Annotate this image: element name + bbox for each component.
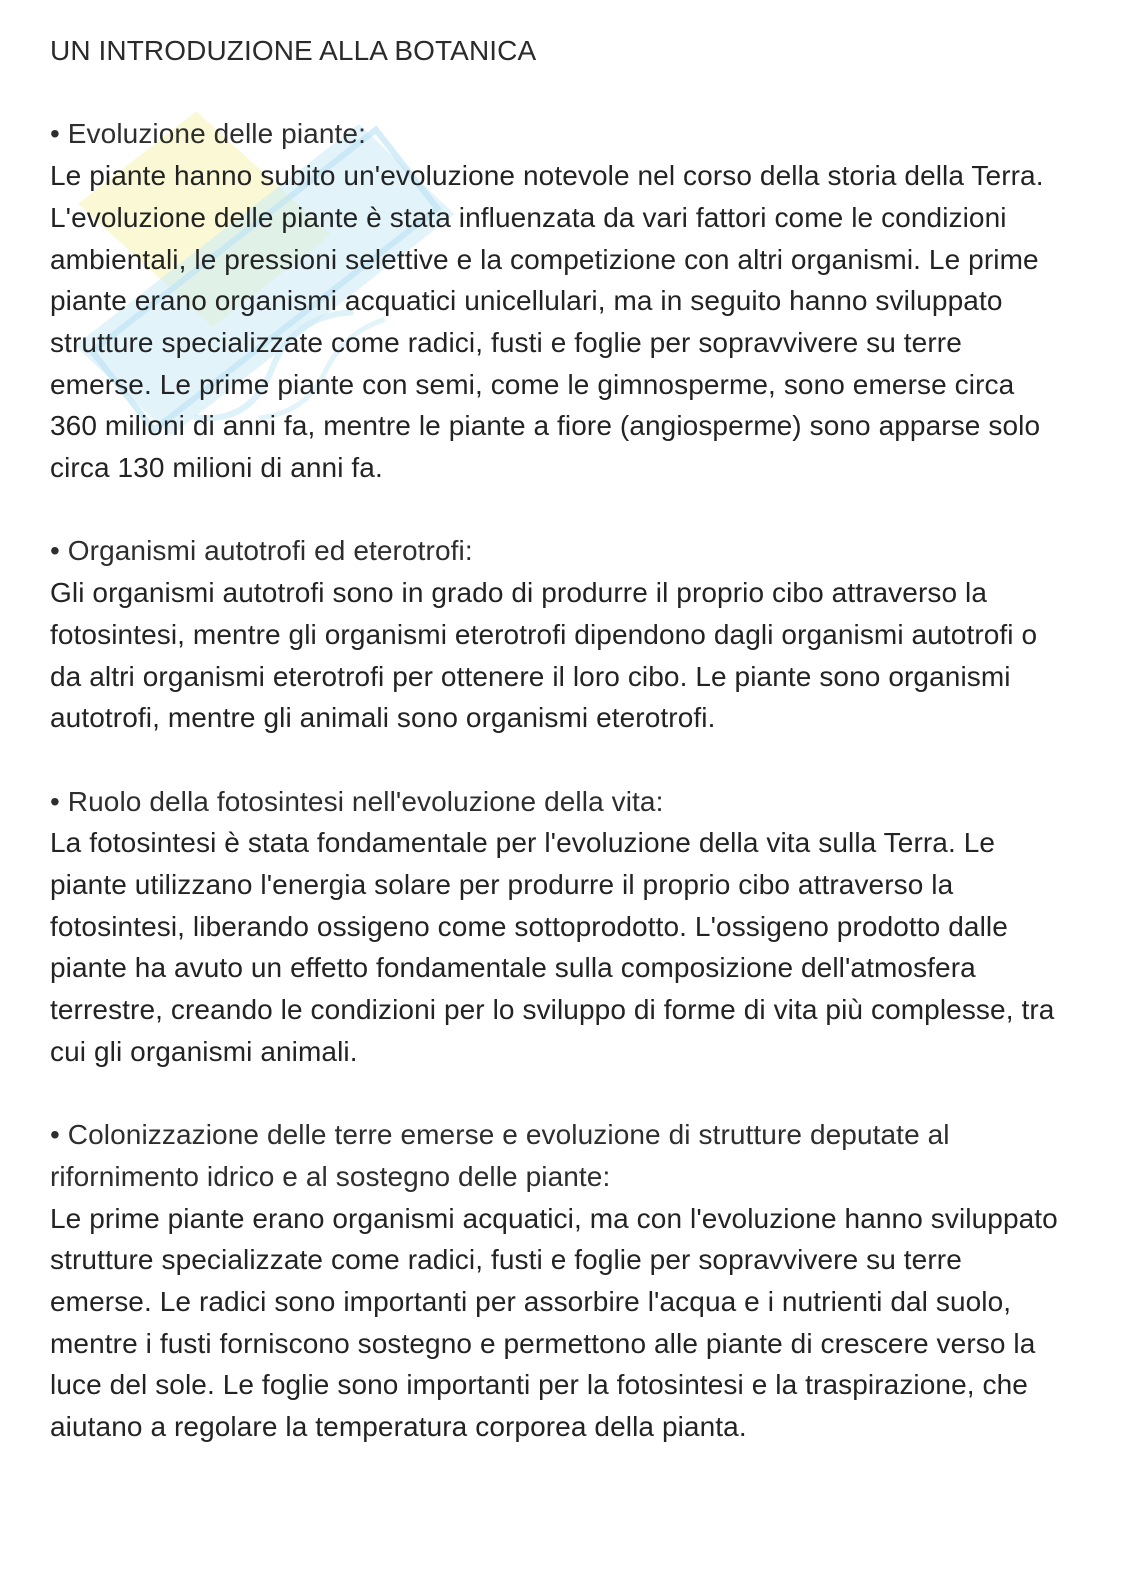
document-content — [50, 30, 1060, 1448]
section-body: Le prime piante erano organismi acquatici, ma con l'evoluzione hanno sviluppato strutture specializzate come radici, fusti e foglie per sopravvivere su terre emerse. Le radici sono importanti per assorbire l'acqua e i nutrienti dal suolo, mentre i fusti forniscono sostegno e permettono alle piante di crescere verso la luce del sole. Le foglie sono importanti per la fotosintesi e la traspirazione, che aiutano a regolare la temperatura corporea della pianta. — [50, 1202, 1058, 1443]
section-colonizzazione-terre — [50, 1114, 1060, 1448]
section-heading: • Evoluzione delle piante: — [50, 118, 366, 150]
section-body: La fotosintesi è stata fondamentale per l'evoluzione della vita sulla Terra. Le piante utilizzano l'energia solare per produrre il proprio cibo attraverso la fotosintesi, liberando ossigeno come sottoprodotto. L'ossigeno prodotto dalle piante ha avuto un effetto fondamentale sulla composizione dell'atmosfera terrestre, creando le condizioni per lo sviluppo di forme di vita più complesse, tra cui gli organismi animali. — [50, 827, 1055, 1067]
section-body: Gli organismi autotrofi sono in grado di produrre il proprio cibo attraverso la fotosintesi, mentre gli organismi eterotrofi dipendono dagli organismi autotrofi o da altri organismi eterotrofi per ottenere il loro cibo. Le piante sono organismi autotrofi, mentre gli animali sono organismi eterotrofi. — [50, 577, 1038, 734]
section-autotrofi-eterotrofi — [50, 530, 1060, 739]
section-heading: • Organismi autotrofi ed eterotrofi: — [50, 535, 473, 567]
section-body: Le piante hanno subito un'evoluzione notevole nel corso della storia della Terra. L'evoluzione delle piante è stata influenzata da vari fattori come le condizioni ambientali, le pressioni selettive e la competizione con altri organismi. Le prime piante erano organismi acquatici unicellulari, ma in seguito hanno sviluppato strutture specializzate come radici, fusti e foglie per sopravvivere su terre emerse. Le prime piante con semi, come le gimnosperme, sono emerse circa 360 milioni di anni fa, mentre le piante a fiore (angiosperme) sono apparse solo circa 130 milioni di anni fa. — [50, 160, 1044, 484]
section-ruolo-fotosintesi — [50, 781, 1060, 1073]
section-heading: • Colonizzazione delle terre emerse e evoluzione di strutture deputate al rifornimento idrico e al sostegno delle piante: — [50, 1119, 950, 1192]
section-evoluzione-piante — [50, 113, 1060, 488]
document-title: UN INTRODUZIONE ALLA BOTANICA — [50, 35, 537, 66]
section-heading: • Ruolo della fotosintesi nell'evoluzione della vita: — [50, 785, 664, 817]
